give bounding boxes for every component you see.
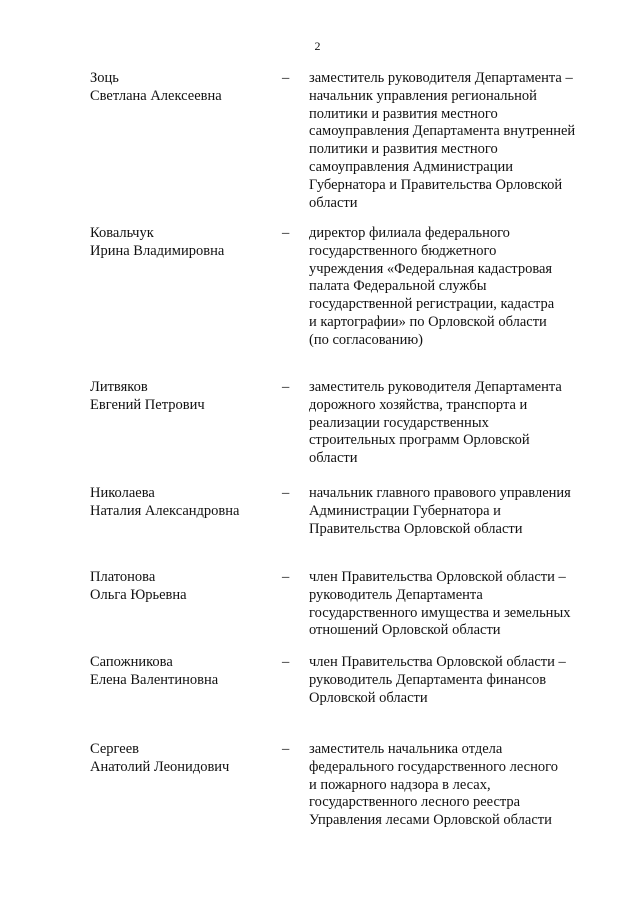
member-position [309,654,599,707]
member-position [309,225,599,350]
member-surname: Платонова [90,569,156,585]
member-name [90,485,275,521]
member-surname: Сергеев [90,741,140,757]
position-line: руководитель Департамента финансов [309,671,547,688]
position-line: и пожарного надзора в лесах, [309,776,491,793]
position-line: реализации государственных [309,414,489,431]
position-line: Правительства Орловской области [309,520,523,537]
position-line: Администрации Губернатора и [309,502,501,519]
position-line: начальник управления региональной [309,87,537,104]
position-line: самоуправления Департамента внутренней [309,123,576,140]
position-line: член Правительства Орловской области – [309,654,566,670]
member-name [90,654,275,690]
member-surname: Николаева [90,485,155,501]
member-name [90,379,275,415]
member-given-names: Ольга Юрьевна [90,586,187,603]
position-line: Управления лесами Орловской области [309,812,552,829]
position-line: самоуправления Администрации [309,158,513,175]
member-surname: Зоць [90,70,119,86]
member-given-names: Евгений Петрович [90,396,205,413]
dash-separator: – [282,741,290,757]
member-given-names: Светлана Алексеевна [90,87,222,104]
position-line: дорожного хозяйства, транспорта и [309,396,528,413]
member-name [90,70,275,106]
position-line: начальник главного правового управления [309,485,571,501]
member-position [309,569,599,640]
member-given-names: Наталия Александровна [90,502,240,519]
position-line: государственного бюджетного [309,242,497,259]
position-line: области [309,450,358,467]
member-surname: Литвяков [90,379,148,395]
position-line: руководитель Департамента [309,586,483,603]
position-line: государственного лесного реестра [309,794,521,811]
position-line: и картографии» по Орловской области [309,313,547,330]
member-name [90,225,275,261]
position-line: член Правительства Орловской области – [309,569,566,585]
position-line: директор филиала федерального [309,225,510,241]
position-line: отношений Орловской области [309,622,501,639]
position-line: федерального государственного лесного [309,758,558,775]
position-line: (по согласованию) [309,331,423,348]
position-line: учреждения «Федеральная кадастровая [309,260,553,277]
member-position [309,379,599,468]
position-line: политики и развития местного [309,141,498,158]
page-number: 2 [314,39,321,53]
position-line: области [309,194,358,211]
dash-separator: – [282,485,290,501]
position-line: заместитель руководителя Департамента – [309,70,573,86]
member-name [90,741,275,777]
position-line: Орловской области [309,689,428,706]
position-line: заместитель начальника отдела [309,741,503,757]
member-surname: Сапожникова [90,654,173,670]
member-position [309,70,599,212]
dash-separator: – [282,379,290,395]
dash-separator: – [282,569,290,585]
position-line: строительных программ Орловской [309,432,530,449]
dash-separator: – [282,70,290,86]
dash-separator: – [282,654,290,670]
position-line: государственного имущества и земельных [309,604,571,621]
position-line: заместитель руководителя Департамента [309,379,562,395]
member-name [90,569,275,605]
member-position [309,485,599,538]
member-given-names: Елена Валентиновна [90,671,219,688]
position-line: Губернатора и Правительства Орловской [309,176,563,193]
position-line: государственной регистрации, кадастра [309,296,555,313]
position-line: политики и развития местного [309,105,498,122]
member-given-names: Анатолий Леонидович [90,758,230,775]
dash-separator: – [282,225,290,241]
member-position [309,741,599,830]
member-surname: Ковальчук [90,225,154,241]
member-given-names: Ирина Владимировна [90,242,225,259]
position-line: палата Федеральной службы [309,278,487,295]
